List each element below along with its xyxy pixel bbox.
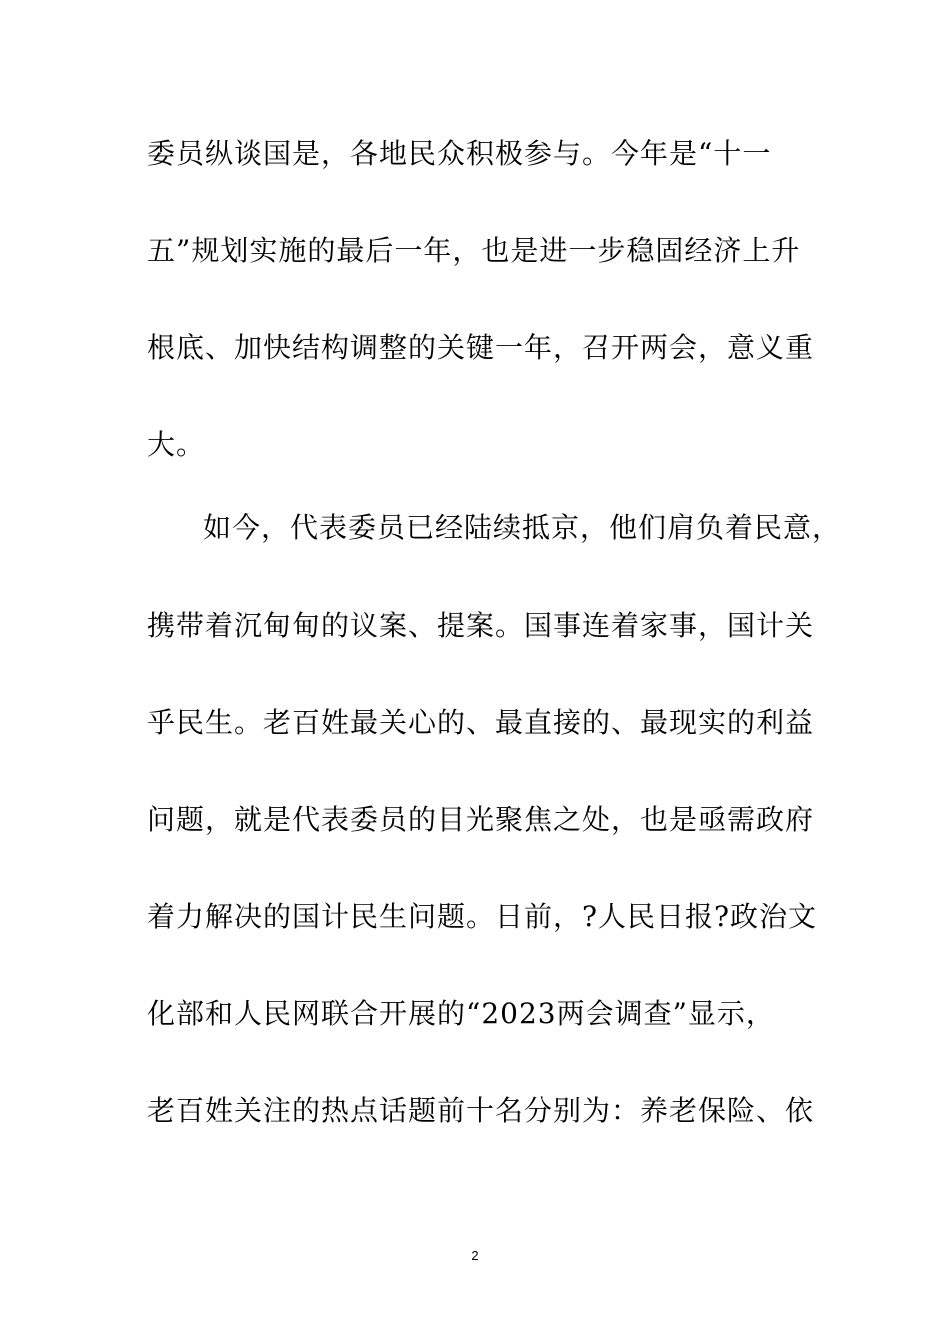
page-number: 2	[471, 1248, 479, 1263]
text-line: 大。	[147, 428, 206, 461]
text-line: 老百姓关注的热点话题前十名分别为：养老保险、依	[147, 1094, 815, 1127]
text-line: 乎民生。老百姓最关心的、最直接的、最现实的利益	[147, 706, 815, 739]
text-line: 五”规划实施的最后一年，也是进一步稳固经济上升	[147, 234, 801, 267]
text-line: 问题，就是代表委员的目光聚焦之处，也是亟需政府	[147, 803, 815, 836]
paragraph-first-line: 如今，代表委员已经陆续抵京，他们肩负着民意，	[203, 511, 842, 544]
text-line: 化部和人民网联合开展的“2023两会调查”显示，	[147, 997, 775, 1030]
text-line: 根底、加快结构调整的关键一年，召开两会，意义重	[147, 331, 815, 364]
text-line: 着力解决的国计民生问题。日前，?人民日报?政治文	[147, 900, 818, 933]
text-line: 委员纵谈国是，各地民众积极参与。今年是“十一	[147, 137, 772, 170]
text-line: 携带着沉甸甸的议案、提案。国事连着家事，国计关	[147, 609, 815, 642]
